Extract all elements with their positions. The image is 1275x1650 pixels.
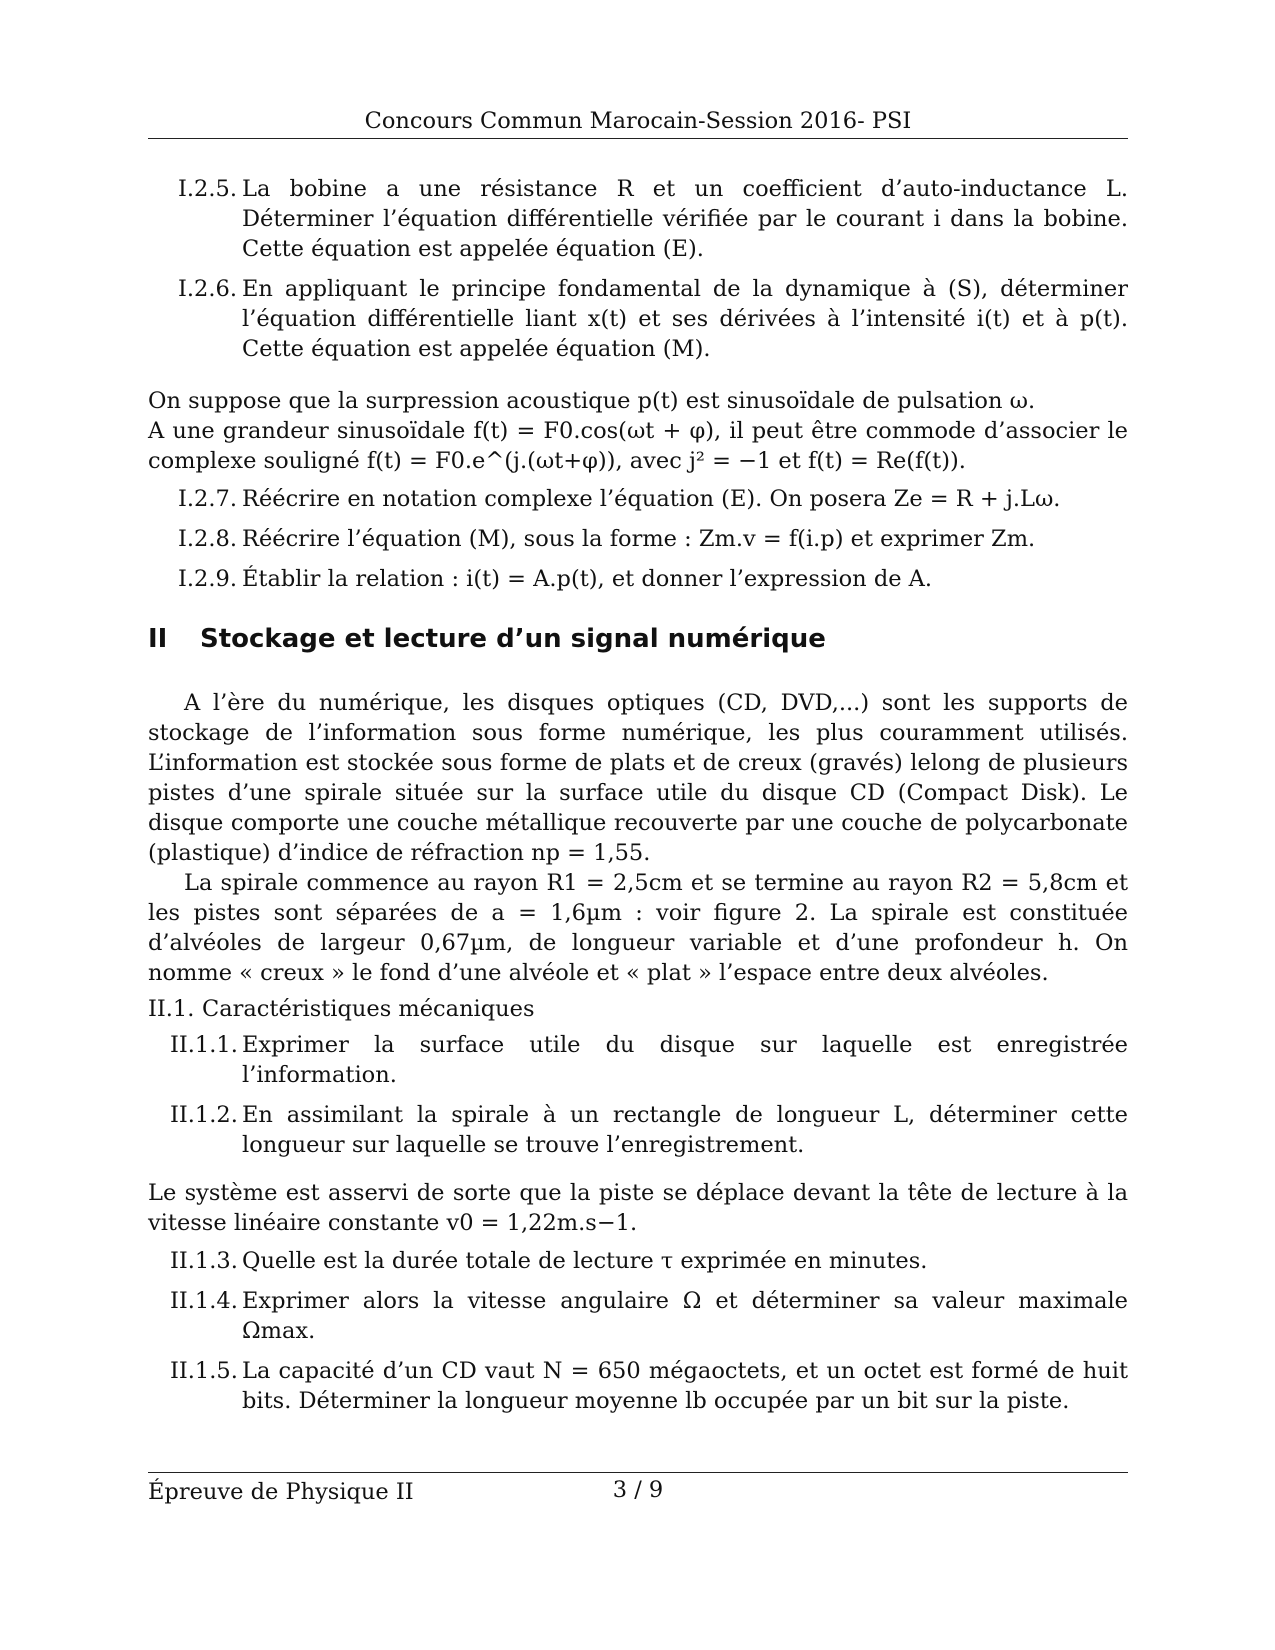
question-ii-1-4 [148,1286,1128,1346]
question-text: Exprimer la surface utile du disque sur laquelle est enregistrée l’information. [242,1032,1128,1088]
question-i-2-9 [148,564,1128,594]
question-number: I.2.8. [178,526,237,552]
body-paragraph-2: La spirale commence au rayon R1 = 2,5cm et se termine au rayon R2 = 5,8cm et les pistes sont séparées de a = 1,6µm : voir figure 2. La spirale est constituée d’alvéoles de largeur 0,67µm, de longueur variable et d’une profondeur h. On nomme « creux » le fond d’une alvéole et « plat » l’espace entre deux alvéoles. [148,870,1128,986]
question-number: I.2.6. [178,276,237,302]
question-text: En appliquant le principe fondamental de la dynamique à (S), déterminer l’équation différentielle liant x(t) et ses dérivées à l’intensité i(t) et à p(t). Cette équation est appelée équation (M). [242,276,1128,362]
question-number: I.2.9. [178,566,237,592]
question-text: La bobine a une résistance R et un coefficient d’auto-inductance L. Déterminer l’équation différentielle vérifiée par le courant i dans la bobine. Cette équation est appelée équation (E). [242,176,1128,262]
question-ii-1-5 [148,1356,1128,1416]
intro-paragraph-2: A une grandeur sinusoïdale f(t) = F0.cos(ωt + φ), il peut être commode d’associer le complexe souligné f(t) = F0.e^(j.(ωt+φ)), avec j² = −1 et f(t) = Re(f(t)). [148,418,1128,474]
question-text: Réécrire l’équation (M), sous la forme : Zm.v = f(i.p) et exprimer Zm. [242,526,1036,552]
footer-exam-title: Épreuve de Physique II [148,1479,414,1505]
question-ii-1-1 [148,1030,1128,1090]
body-paragraph-1: A l’ère du numérique, les disques optiques (CD, DVD,...) sont les supports de stockage de l’information sous forme numérique, les plus couramment utilisés. L’information est stockée sous forme de plats et de creux (gravés) lelong de plusieurs pistes d’une spirale située sur la surface utile du disque CD (Compact Disk). Le disque comporte une couche métallique recouverte par une couche de polycarbonate (plastique) d’indice de réfraction np = 1,55. [148,690,1128,866]
section-title [148,624,1128,654]
question-number: II.1.5. [170,1358,238,1384]
question-i-2-8 [148,524,1128,554]
section-title-text: Stockage et lecture d’un signal numérique [200,624,826,654]
question-number: II.1.2. [170,1102,238,1128]
subsection-title: Caractéristiques mécaniques [202,996,535,1022]
question-ii-1-3 [148,1246,1128,1276]
page-content [148,174,1128,1426]
question-number: II.1.1. [170,1032,238,1058]
question-ii-1-2 [148,1100,1128,1160]
servo-paragraph: Le système est asservi de sorte que la piste se déplace devant la tête de lecture à la vitesse linéaire constante v0 = 1,22m.s−1. [148,1180,1128,1236]
question-text: Réécrire en notation complexe l’équation (E). On posera Ze = R + j.Lω. [242,486,1061,512]
question-text: Exprimer alors la vitesse angulaire Ω et déterminer sa valeur maximale Ωmax. [242,1288,1128,1344]
question-number: I.2.5. [178,176,237,202]
question-number: II.1.3. [170,1248,238,1274]
question-i-2-6 [148,274,1128,364]
section-number: II [148,624,168,654]
page-number: 3 / 9 [612,1477,664,1503]
question-number: II.1.4. [170,1288,238,1314]
page-footer [148,1472,1128,1505]
question-i-2-7 [148,484,1128,514]
subsection-number: II.1. [148,996,195,1022]
question-text: La capacité d’un CD vaut N = 650 mégaoctets, et un octet est formé de huit bits. Déterminer la longueur moyenne lb occupée par un bit sur la piste. [242,1358,1128,1414]
subsection-heading [148,994,1128,1024]
question-text: Établir la relation : i(t) = A.p(t), et donner l’expression de A. [242,566,933,592]
question-text: En assimilant la spirale à un rectangle de longueur L, déterminer cette longueur sur laquelle se trouve l’enregistrement. [242,1102,1128,1158]
header-title: Concours Commun Marocain-Session 2016- PSI [364,108,912,134]
question-number: I.2.7. [178,486,237,512]
intro-paragraph-1: On suppose que la surpression acoustique p(t) est sinusoïdale de pulsation ω. [148,388,1036,414]
page-header [148,108,1128,139]
question-i-2-5 [148,174,1128,264]
question-text: Quelle est la durée totale de lecture τ exprimée en minutes. [242,1248,928,1274]
